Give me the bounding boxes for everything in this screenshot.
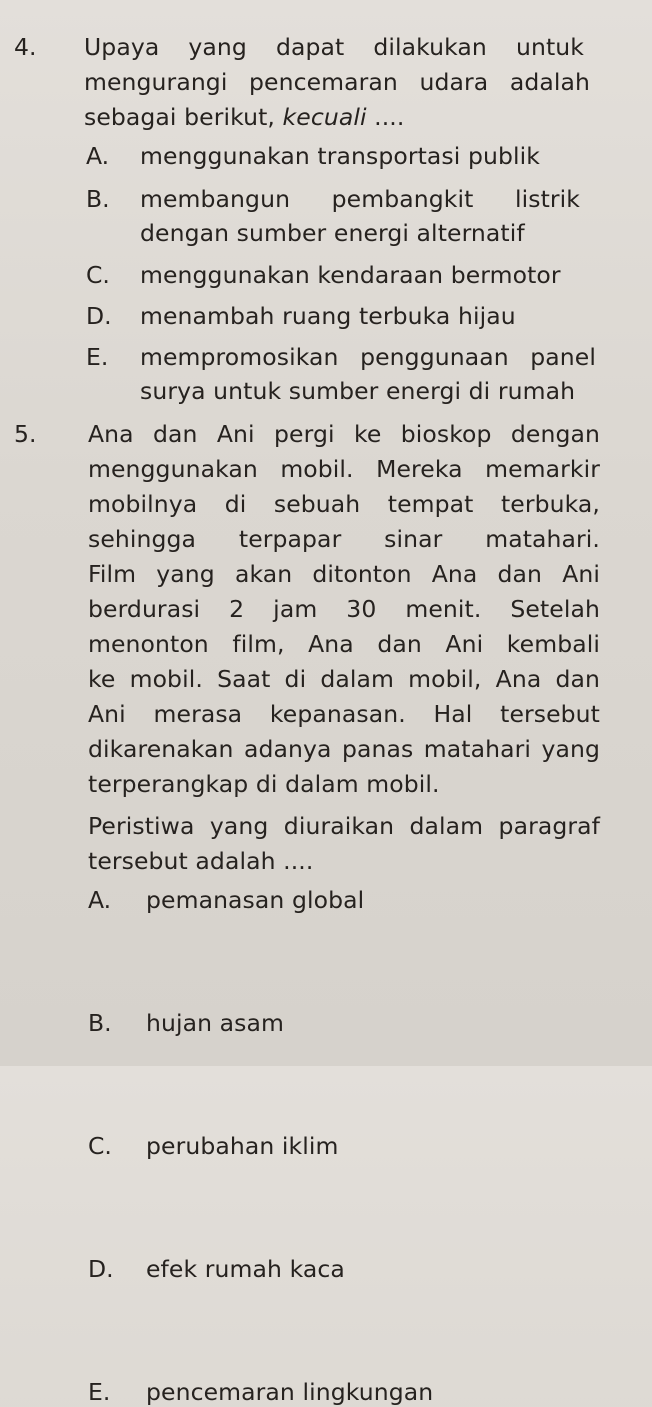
option-text: membangun pembangkit listrik [140,185,580,213]
question-stem-line: mengurangi pencemaran udara adalah [84,68,590,96]
question-number: 5. [14,420,37,448]
option-letter: A. [88,886,112,914]
question-stem-line: Upaya yang dapat dilakukan untuk [84,33,584,61]
option-text: dengan sumber energi alternatif [140,219,525,247]
question-prompt-line: Peristiwa yang diuraikan dalam paragraf [88,812,600,840]
paragraph-line: terperangkap di dalam mobil. [88,770,440,798]
paragraph-line: menggunakan mobil. Mereka memarkir [88,455,600,483]
option-letter: E. [86,343,109,371]
paragraph-line: Ani merasa kepanasan. Hal tersebut [88,700,600,728]
option-letter: B. [88,1009,112,1037]
paragraph-line: Ana dan Ani pergi ke bioskop dengan [88,420,600,448]
paragraph-line: menonton film, Ana dan Ani kembali [88,630,600,658]
option-text: efek rumah kaca [146,1255,345,1283]
option-letter: D. [88,1255,114,1283]
emphasis-kecuali: kecuali [282,103,367,131]
option-letter: E. [88,1378,111,1406]
option-text: mempromosikan penggunaan panel [140,343,596,371]
paragraph-line: ke mobil. Saat di dalam mobil, Ana dan [88,665,600,693]
option-text: pencemaran lingkungan [146,1378,434,1406]
option-text: menggunakan transportasi publik [140,142,540,170]
option-text: pemanasan global [146,886,365,914]
question-number: 4. [14,33,37,61]
paragraph-line: dikarenakan adanya panas matahari yang [88,735,600,763]
option-letter: A. [86,142,110,170]
option-letter: C. [86,261,110,289]
option-letter: B. [86,185,110,213]
option-text: surya untuk sumber energi di rumah [140,377,576,405]
paragraph-line: Film yang akan ditonton Ana dan Ani [88,560,600,588]
option-text: perubahan iklim [146,1132,339,1160]
option-letter: D. [86,302,112,330]
option-text: menggunakan kendaraan bermotor [140,261,561,289]
question-stem-line: sebagai berikut, kecuali .... [84,103,405,131]
paragraph-line: mobilnya di sebuah tempat terbuka, [88,490,600,518]
paragraph-line: berdurasi 2 jam 30 menit. Setelah [88,595,600,623]
option-letter: C. [88,1132,112,1160]
option-text: menambah ruang terbuka hijau [140,302,516,330]
option-text: hujan asam [146,1009,285,1037]
question-prompt-line: tersebut adalah .... [88,847,314,875]
paragraph-line: sehingga terpapar sinar matahari. [88,525,600,553]
